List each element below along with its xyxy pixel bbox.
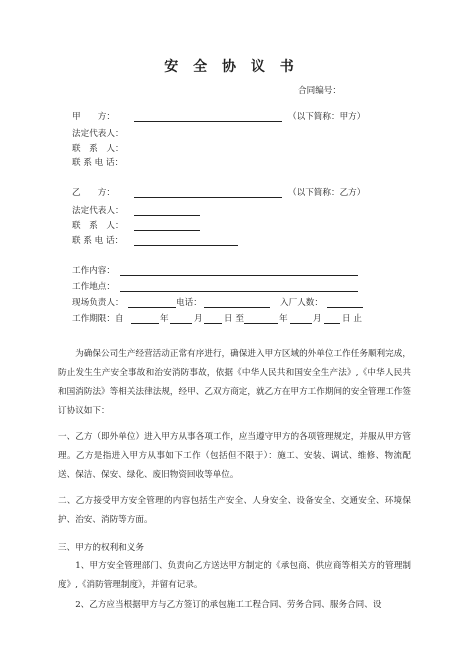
end-year-label: 年 [279,314,288,324]
work-location-label: 工作地点： [72,282,115,292]
headcount-blank[interactable] [327,307,363,308]
site-phone-label: 电话： [176,298,202,308]
party-b-phone-blank[interactable] [134,245,238,246]
clause-2: 二、乙方接受甲方安全管理的内容包括生产安全、人身安全、设备安全、交通安全、环境保护、治安、消防等方面。 [58,496,411,525]
start-day-to-label: 日 至 [224,314,244,324]
site-manager-blank[interactable] [128,307,176,308]
start-day-blank[interactable] [204,323,222,324]
work-location-blank[interactable] [120,291,358,292]
clause-1: 一、乙方（即外单位）进入甲方从事各项工作，应当遵守甲方的各项管理规定，并服从甲方管理。乙方是指进入甲方从事如下工作（包括但不限于）：施工、安装、调试、维修、物流配送、保洁、保安、绿化、废旧物资回收等单位。 [58,432,411,480]
start-month-label: 月 [194,314,203,324]
end-month-blank[interactable] [290,323,312,324]
clause-3-title: 三、甲方的权利和义务 [58,543,144,553]
end-year-blank[interactable] [244,323,278,324]
end-day-label: 日 止 [342,314,362,324]
party-b-suffix: （以下简称：乙方） [288,188,366,198]
party-b-contact-blank[interactable] [134,230,200,231]
party-b-blank[interactable] [134,197,282,198]
work-content-label: 工作内容： [72,266,115,276]
site-phone-blank[interactable] [204,307,270,308]
party-b-contact-label: 联 系 人： [72,221,124,231]
intro-paragraph: 为确保公司生产经营活动正常有序进行，确保进入甲方区域的外单位工作任务顺利完成，防止发生生产安全事故和治安消防事故，依据《中华人民共和国安全生产法》,《中华人民共和国消防法》等相关法律法规，经甲、乙双方商定，就乙方在甲方工作期间的安全管理工作签订协议如下： [58,349,411,416]
party-a-blank[interactable] [134,121,282,122]
work-content-blank[interactable] [120,275,358,276]
start-year-blank[interactable] [131,323,159,324]
party-a-rep-label: 法定代表人： [72,129,124,139]
party-b-label: 乙 方： [72,188,115,198]
contract-number-label: 合同编号： [298,86,341,96]
clause-3-2: 2、乙方应当根据甲方与乙方签订的承包施工工程合同、劳务合同、服务合同、设 [75,600,382,610]
work-period-label: 工作期限：自 [72,314,124,324]
party-b-rep-label: 法定代表人： [72,206,124,216]
end-month-label: 月 [313,314,322,324]
headcount-label: 入厂人数： [280,298,323,308]
party-a-contact-label: 联 系 人： [72,144,124,154]
party-b-phone-label: 联 系 电 话： [72,236,124,246]
clause-3-1: 1、甲方安全管理部门、负责向乙方送达甲方制定的《承包商、供应商等相关方的管理制度》,《消防管理制度》，并留有记录。 [58,561,411,590]
party-a-phone-label: 联 系 电 话： [72,158,124,168]
party-a-label: 甲 方： [72,112,115,122]
site-manager-label: 现场负责人： [72,298,124,308]
party-b-rep-blank[interactable] [134,215,200,216]
party-a-suffix: （以下简称：甲方） [288,112,366,122]
end-day-blank[interactable] [324,323,340,324]
start-month-blank[interactable] [170,323,192,324]
document-title: 安 全 协 议 书 [164,59,299,75]
start-year-label: 年 [160,314,169,324]
